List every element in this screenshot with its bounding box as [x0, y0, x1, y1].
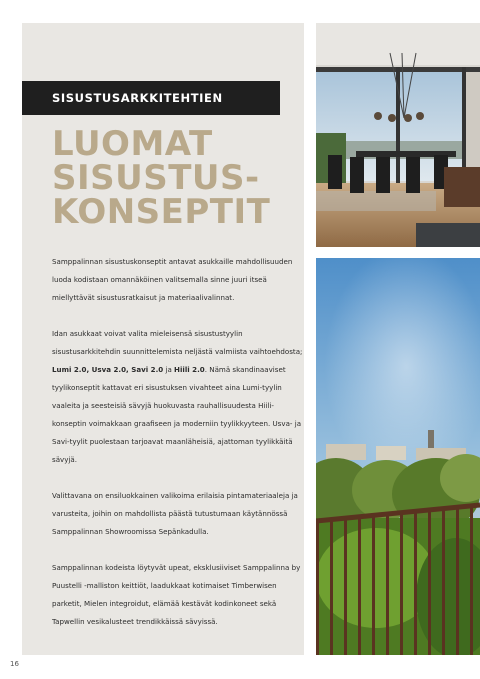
title-line-1: LUOMAT	[52, 124, 213, 164]
text-panel	[22, 23, 304, 655]
paragraph-materials: Valittavana on ensiluokkainen valikoima erilaisia pintamateriaaleja ja varusteita, joihin on mahdollista päästä tutustumaan käytännössä Samppalinnan Showroomissa Sepänkadulla.	[52, 491, 298, 536]
page-number: 16	[10, 660, 19, 668]
paragraph-brands: Samppalinnan kodeista löytyvät upeat, eksklusiiviset Samppalinna by Puustelli -malliston keittiöt, laadukkaat kotimaiset Timberwisen parketit, Mielen integroidut, elämää kestävät kodinkoneet sekä Tapwellin vesikalusteet trendikkäissä sävyissä.	[52, 563, 301, 626]
body-text	[52, 253, 304, 649]
concepts-intro-text: Idan asukkaat voivat valita mieleisensä sisustustyylin sisustusarkkitehdin suunnittelemista neljästä valmiista vaihtoehdosta;	[52, 329, 303, 356]
title-line-3: KONSEPTIT	[52, 192, 271, 232]
balcony-photo-illustration	[316, 258, 480, 655]
concept-separator-1: ,	[86, 365, 92, 374]
concept-separator-2: ,	[126, 365, 132, 374]
interior-photo	[316, 23, 480, 247]
paragraph-intro: Samppalinnan sisustuskonseptit antavat asukkaille mahdollisuuden luoda kodistaan omannäköinen valitsemalla sinne juuri itseä miellyttävät sisustusratkaisut ja materiaalivalinnat.	[52, 257, 293, 302]
page-title	[52, 124, 302, 232]
interior-photo-illustration	[316, 23, 480, 247]
title-line-2: SISUSTUS-	[52, 158, 260, 198]
balcony-photo	[316, 258, 480, 655]
concept-savi: Savi 2.0	[131, 365, 164, 374]
concepts-rest-text: . Nämä skandinaaviset tyylikonseptit kattavat eri sisustuksen vivahteet aina Lumi-tyylin vaaleita ja seesteisiä sävyjä huokuvasta rauhallisuudesta Hiili-konseptin voimakkaan graafiseen ja moderniin tyylikkyyteen. Usva- ja Savi-tyylit puolestaan tarjoavat maanläheisiä, ajattoman tyylikkäitä sävyjä.	[52, 365, 302, 464]
concept-lumi: Lumi 2.0	[52, 365, 87, 374]
concept-separator-3: ja	[163, 365, 175, 374]
concept-usva: Usva 2.0	[91, 365, 127, 374]
section-label: SISUSTUSARKKITEHTIEN	[22, 81, 280, 115]
concept-hiili: Hiili 2.0	[174, 365, 205, 374]
paragraph-concepts	[52, 325, 304, 469]
